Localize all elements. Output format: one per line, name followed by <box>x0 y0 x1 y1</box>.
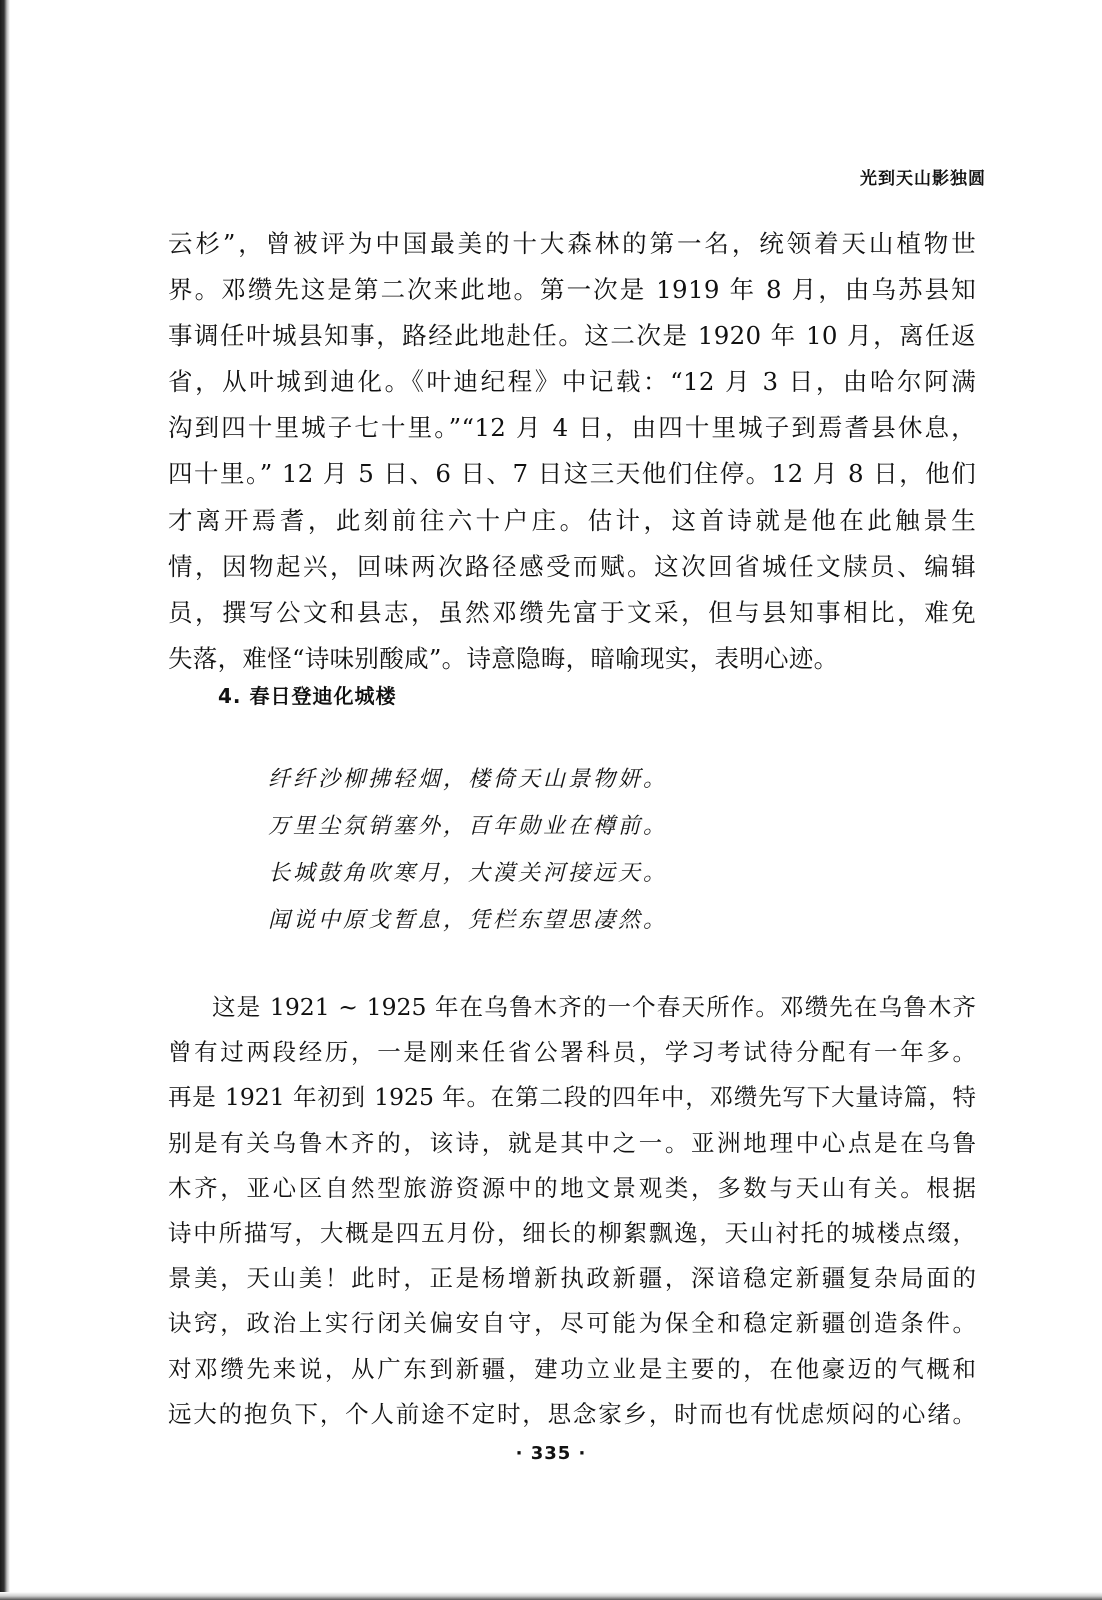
text-line: 事调任叶城县知事，路经此地赴任。这二次是 1920 年 10 月，离任返 <box>168 321 976 351</box>
text-line: 失落，难怪“诗味别酸咸”。诗意隐晦，暗喻现实，表明心迹。 <box>168 643 839 673</box>
text-line: 诗中所描写，大概是四五月份，细长的柳絮飘逸，天山衬托的城楼点缀， <box>168 1219 976 1248</box>
text-line: 才离开焉耆，此刻前往六十户庄。估计，这首诗就是他在此触景生 <box>168 505 976 535</box>
poem-line: 闻说中原戈暂息，凭栏东望思凄然。 <box>268 908 669 933</box>
poem-line: 长城鼓角吹寒月，大漠关河接远天。 <box>268 861 669 886</box>
text-line: 省，从叶城到迪化。《叶迪纪程》中记载：“12 月 3 日，由哈尔阿满 <box>168 367 976 397</box>
text-line: 员，撰写公文和县志，虽然邓缵先富于文采，但与县知事相比，难免 <box>168 597 976 627</box>
text-line: 再是 1921 年初到 1925 年。在第二段的四年中，邓缵先写下大量诗篇，特 <box>168 1083 976 1112</box>
scan-edge-left <box>0 0 10 1600</box>
body-paragraph-1 <box>168 221 976 682</box>
text-line: 别是有关乌鲁木齐的，该诗，就是其中之一。亚洲地理中心点是在乌鲁 <box>168 1128 976 1157</box>
text-line: 木齐，亚心区自然型旅游资源中的地文景观类，多数与天山有关。根据 <box>168 1173 976 1202</box>
body-paragraph-2 <box>168 985 976 1437</box>
scan-edge-bottom <box>0 1592 1102 1600</box>
text-line: 景美，天山美！此时，正是杨增新执政新疆，深谙稳定新疆复杂局面的 <box>168 1264 976 1293</box>
page-number: · 335 · <box>515 1443 587 1464</box>
text-line: 沟到四十里城子七十里。”“12 月 4 日，由四十里城子到焉耆县休息， <box>168 413 976 443</box>
text-line: 远大的抱负下，个人前途不定时，思念家乡，时而也有忧虑烦闷的心绪。 <box>168 1399 976 1428</box>
section-heading: 4. 春日登迪化城楼 <box>218 684 397 708</box>
text-line: 云杉”，曾被评为中国最美的十大森林的第一名，统领着天山植物世 <box>168 229 976 258</box>
text-line: 四十里。” 12 月 5 日、6 日、7 日这三天他们住停。12 月 8 日，他们 <box>168 459 976 489</box>
text-line: 曾有过两段经历，一是刚来任省公署科员，学习考试待分配有一年多。 <box>168 1038 976 1067</box>
text-line: 对邓缵先来说，从广东到新疆，建功立业是主要的，在他豪迈的气概和 <box>168 1354 976 1383</box>
poem-line: 纤纤沙柳拂轻烟，楼倚天山景物妍。 <box>268 767 669 792</box>
text-line: 诀窍，政治上实行闭关偏安自守，尽可能为保全和稳定新疆创造条件。 <box>168 1309 976 1338</box>
running-head: 光到天山影独圆 <box>860 169 986 189</box>
poem <box>268 756 668 944</box>
text-line: 情，因物起兴，回味两次路径感受而赋。这次回省城任文牍员、编辑 <box>168 551 976 581</box>
text-line: 界。邓缵先这是第二次来此地。第一次是 1919 年 8 月，由乌苏县知 <box>168 275 976 305</box>
poem-line: 万里尘氛销塞外，百年勋业在樽前。 <box>268 814 669 839</box>
text-line: 这是 1921 ~ 1925 年在乌鲁木齐的一个春天所作。邓缵先在乌鲁木齐 <box>212 993 976 1021</box>
